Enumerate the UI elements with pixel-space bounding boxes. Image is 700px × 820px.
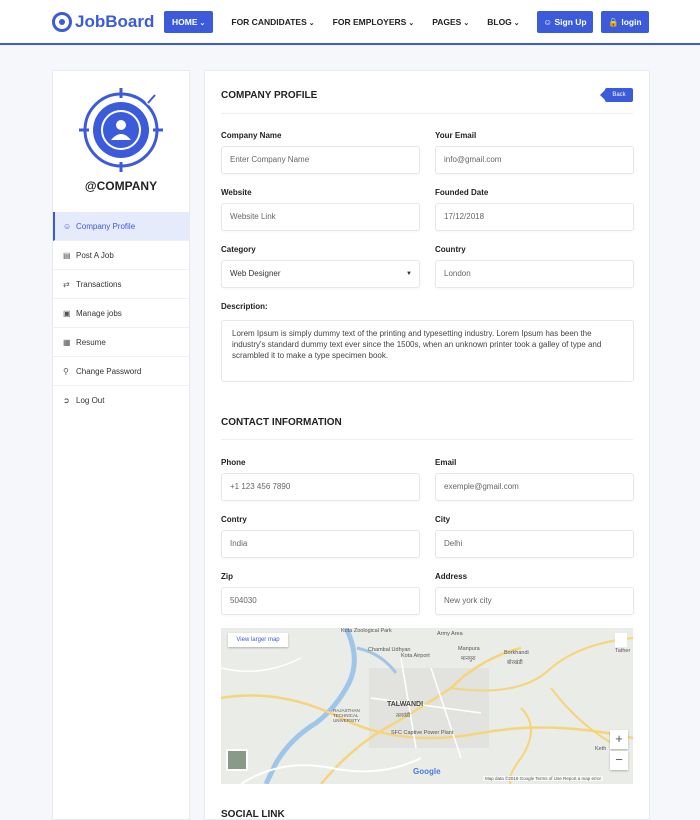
- chevron-down-icon: ⌄: [513, 20, 520, 27]
- city-label: City: [435, 515, 451, 524]
- map-label: Kota Zoological Park: [341, 628, 392, 634]
- profile-panel: [204, 70, 650, 820]
- country-input[interactable]: London: [435, 260, 634, 288]
- login-button[interactable]: 🔒 login: [601, 11, 649, 33]
- site-logo[interactable]: [52, 10, 154, 34]
- briefcase-icon: ▣: [63, 308, 71, 318]
- dashboard-sidebar: [52, 70, 190, 820]
- founded-date-label: Founded Date: [435, 188, 489, 197]
- contry-input[interactable]: India: [221, 530, 420, 558]
- zip-input[interactable]: 504030: [221, 587, 420, 615]
- map-label: RAJASTHAN TECHNICAL UNIVERSITY: [333, 708, 361, 723]
- divider: [221, 113, 633, 114]
- sidebar-item-change-password[interactable]: [53, 357, 189, 386]
- company-name-label: Company Name: [221, 131, 282, 140]
- main-nav: [164, 11, 538, 33]
- email-input[interactable]: info@gmail.com: [435, 146, 634, 174]
- sidebar-item-label: Change Password: [76, 366, 142, 376]
- id-card-icon: ▦: [63, 337, 71, 347]
- city-input[interactable]: Delhi: [435, 530, 634, 558]
- social-section-title: SOCIAL LINK: [221, 809, 285, 820]
- map-label: Kota Airport: [401, 653, 430, 659]
- caret-down-icon: ▼: [406, 271, 412, 277]
- founded-date-input[interactable]: 17/12/2018: [435, 203, 634, 231]
- chevron-down-icon: ⌄: [463, 20, 470, 27]
- chevron-down-icon: ⌄: [308, 20, 315, 27]
- map-label: Manpura: [458, 646, 480, 652]
- sidebar-item-label: Post A Job: [76, 250, 114, 260]
- nav-for-candidates[interactable]: FOR CANDIDATES ⌄: [231, 17, 315, 27]
- address-input[interactable]: New york city: [435, 587, 634, 615]
- sidebar-item-company-profile[interactable]: [53, 212, 189, 241]
- map-footer: Map data ©2018 Google Terms of Use Report a map error: [485, 776, 602, 781]
- sidebar-item-label: Transactions: [76, 279, 122, 289]
- satellite-thumbnail[interactable]: [226, 749, 248, 771]
- map-label: Chambal Udhyan: [368, 647, 411, 653]
- zoom-in-button[interactable]: +: [610, 730, 628, 749]
- description-textarea[interactable]: Lorem Ipsum is simply dummy text of the printing and typesetting industry. Lorem Ipsum has been the industry's standard dummy text ever since the 1500s, when an unknown printer took a galley of type and scrambled it to make a type specimen book.: [221, 320, 634, 382]
- nav-home[interactable]: HOME ⌄: [164, 11, 213, 33]
- sidebar-item-label: Log Out: [76, 396, 105, 405]
- view-larger-map-link[interactable]: View larger map: [228, 633, 288, 647]
- zip-label: Zip: [221, 572, 233, 581]
- email-label: Your Email: [435, 131, 477, 140]
- sidebar-menu: [53, 212, 189, 415]
- back-button[interactable]: Back: [605, 88, 633, 102]
- logout-icon: ➲: [63, 396, 70, 405]
- top-header: [0, 0, 700, 45]
- file-icon: ▤: [63, 250, 71, 260]
- map-label: SFC Captive Power Plant: [391, 730, 454, 736]
- contact-email-input[interactable]: exemple@gmail.com: [435, 473, 634, 501]
- lock-icon: 🔒: [608, 17, 619, 27]
- phone-label: Phone: [221, 458, 246, 467]
- website-label: Website: [221, 188, 252, 197]
- page-title: COMPANY PROFILE: [221, 90, 318, 101]
- logo-icon: [52, 12, 72, 32]
- contry-label: Contry: [221, 515, 247, 524]
- sidebar-item-label: Manage jobs: [76, 308, 122, 318]
- map-label: Keth: [595, 746, 607, 752]
- map-label: तलवंडी: [396, 713, 411, 719]
- nav-pages[interactable]: PAGES ⌄: [432, 17, 470, 27]
- logo-text: JobBoard: [75, 12, 155, 31]
- map-roads: [221, 628, 633, 784]
- sidebar-item-label: Resume: [76, 337, 106, 347]
- chevron-down-icon: ⌄: [199, 20, 206, 27]
- category-value: Web Designer: [230, 269, 281, 278]
- contact-section-title: CONTACT INFORMATION: [221, 417, 342, 428]
- street-view-icon[interactable]: [615, 633, 627, 647]
- nav-for-employers[interactable]: FOR EMPLOYERS ⌄: [332, 17, 415, 27]
- nav-blog[interactable]: BLOG ⌄: [487, 17, 520, 27]
- country-label: Country: [435, 245, 466, 254]
- company-name-input[interactable]: Enter Company Name: [221, 146, 420, 174]
- map-label: बोरखंडी: [507, 660, 523, 666]
- description-label: Description:: [221, 302, 268, 311]
- shuffle-icon: ⇄: [63, 279, 70, 289]
- map-label: TALWANDI: [387, 701, 424, 708]
- company-name: @COMPANY: [84, 179, 158, 193]
- website-input[interactable]: Website Link: [221, 203, 420, 231]
- map-label: मानपुरा: [461, 656, 476, 662]
- category-select[interactable]: [221, 260, 420, 288]
- zoom-out-button[interactable]: −: [610, 751, 628, 770]
- chevron-down-icon: ⌄: [408, 20, 415, 27]
- category-label: Category: [221, 245, 256, 254]
- company-avatar: [75, 84, 167, 176]
- sidebar-item-resume[interactable]: [53, 328, 189, 357]
- sidebar-item-log-out[interactable]: [53, 386, 189, 415]
- map-label: Borkhandi: [504, 650, 529, 656]
- location-map[interactable]: [221, 628, 633, 784]
- map-label: Army Area: [437, 631, 463, 637]
- key-icon: ⚲: [63, 366, 69, 376]
- signup-button[interactable]: ☺ Sign Up: [537, 11, 593, 33]
- user-icon: ☺: [543, 17, 553, 27]
- phone-input[interactable]: +1 123 456 7890: [221, 473, 420, 501]
- sidebar-item-transactions[interactable]: [53, 270, 189, 299]
- address-label: Address: [435, 572, 468, 581]
- google-logo: Google: [413, 767, 441, 776]
- sidebar-item-label: Company Profile: [76, 221, 136, 231]
- map-label: Tather: [615, 648, 631, 654]
- divider: [221, 439, 633, 440]
- contact-email-label: Email: [435, 458, 457, 467]
- sidebar-item-post-a-job[interactable]: [53, 241, 189, 270]
- user-icon: ☺: [63, 221, 72, 231]
- sidebar-item-manage-jobs[interactable]: [53, 299, 189, 328]
